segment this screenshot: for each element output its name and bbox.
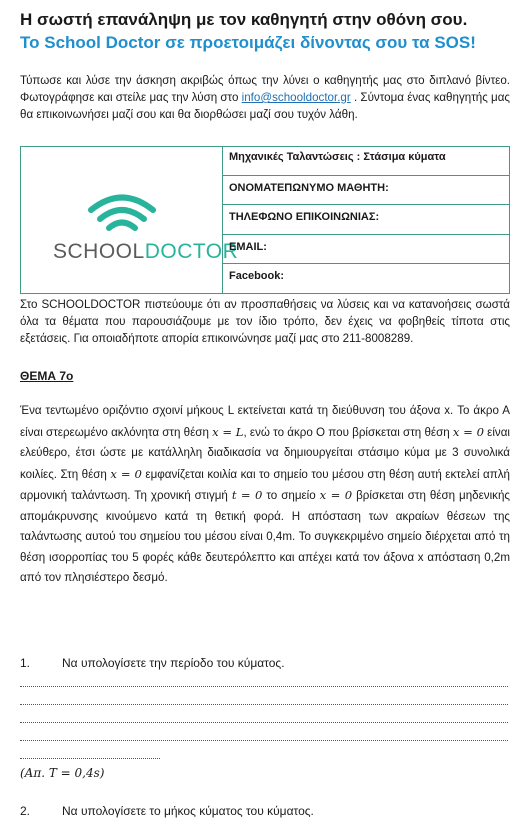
question-2-number: 2. [20, 804, 31, 818]
logo-cell [21, 147, 239, 293]
logo-text-doctor: DOCTOR [144, 240, 239, 263]
intro-text-after: . Σύντομα ένας καθηγητής μας θα επικοινωνήσει μαζί σου και θα διορθώσει μαζί σου τυχόν λάθη. [20, 91, 511, 121]
phone-row[interactable]: ΤΗΛΕΦΩΝΟ ΕΠΙΚΟΙΝΩΝΙΑΣ: [223, 205, 509, 235]
page-title: Η σωστή επανάληψη με τον καθηγητή στην οθόνη σου. [20, 10, 468, 29]
note-paragraph: Στο SCHOOLDOCTOR πιστεύουμε ότι αν προσπαθήσεις να λύσεις και να κατανοήσεις σωστά όλα τα θέματα που παρουσιάζουμε με τον ίδιο τρόπο, δεν έχεις να φοβηθείς τίποτα στις εξετάσεις. Για οποιαδήποτε απορία επικοινώνησε μαζί μας στο 211-8008289. [20, 298, 510, 345]
student-info-table [20, 146, 510, 294]
info-rows [223, 147, 509, 293]
answer-line[interactable] [20, 686, 508, 687]
theme-heading: ΘΕΜΑ 7ο [20, 369, 74, 383]
question-2-text: Να υπολογίσετε το μήκος κύματος του κύματος. [62, 804, 314, 818]
problem-text-1: Ένα τεντωμένο οριζόντιο σχοινί μήκους L εκτείνεται κατά τη διεύθυνση του άξονα x. Το άκρο Α είναι στερεωμένο ακλόνητα στη θέση [20, 404, 510, 439]
problem-text-3: είναι ελεύθερο, έτσι ώστε με κατάλληλη διαδικασία να δημιουργείται στάσιμο κύμα με 3 συνολικά κοιλίες. Στη θέση [20, 425, 511, 481]
problem-text-4: εμφανίζεται κοιλία και το σημείο του μέσου στη θέση αυτή εκτελεί απλή αρμονική ταλάντωση. Τη χρονική στιγμή [20, 467, 510, 502]
logo-text-school: SCHOOL [53, 240, 145, 263]
answer-line[interactable] [20, 722, 508, 723]
answer-1: (Απ. T = 0,4s) [20, 766, 105, 780]
facebook-row[interactable]: Facebook: [229, 270, 285, 282]
page-subtitle: Το School Doctor σε προετοιμάζει δίνοντας σου τα SOS! [20, 33, 476, 52]
schooldoctor-logo [53, 240, 238, 264]
problem-text-2: , ενώ το άκρο Ο που βρίσκεται στη θέση [243, 425, 453, 439]
math-x-eq-0-c: x = 0 [319, 488, 353, 502]
intro-paragraph [20, 72, 510, 123]
email-row[interactable]: EMAIL: [223, 235, 509, 264]
math-x-eq-0-b: x = 0 [110, 466, 142, 481]
answer-line[interactable] [20, 758, 160, 759]
problem-paragraph [20, 401, 510, 589]
subject-row: Μηχανικές Ταλαντώσεις : Στάσιμα κύματα [223, 147, 509, 176]
math-t-eq-0: t = 0 [231, 488, 263, 502]
problem-text-5: το σημείο [262, 489, 320, 502]
math-x-eq-l: x = L [212, 424, 244, 439]
answer-line[interactable] [20, 704, 508, 705]
problem-text-6: βρίσκεται στη θέση μηδενικής απομάκρυνσης κινούμενο κατά τη θετική φορά. Η απόσταση των ακραίων θέσεων της ταλάντωσης αυτού του σημείου του μέσου είναι 0,4m. Το συγκεκριμένο σημείο διέρχεται από τη θέση ισορροπίας του 5 φορές κάθε δευτερόλεπτο και απέχει κατά τον άξονα x απόσταση 0,2m από τον πλησιέστερο δεσμό. [20, 489, 510, 584]
question-1-text: Να υπολογίσετε την περίοδο του κύματος. [62, 656, 285, 670]
student-name-row[interactable]: ΟΝΟΜΑΤΕΠΩΝΥΜΟ ΜΑΘΗΤΗ: [223, 176, 509, 205]
email-link[interactable]: info@schooldoctor.gr [241, 91, 351, 104]
answer-line[interactable] [20, 740, 508, 741]
intro-text-before: Τύπωσε και λύσε την άσκηση ακριβώς όπως την λύνει ο καθηγητής μας στο διπλανό βίντεο. Φωτογράφησε και στείλε μας την λύση στο [20, 74, 510, 104]
math-x-eq-0-a: x = 0 [452, 424, 484, 439]
wifi-logo-icon [21, 147, 223, 293]
question-1-number: 1. [20, 656, 31, 670]
